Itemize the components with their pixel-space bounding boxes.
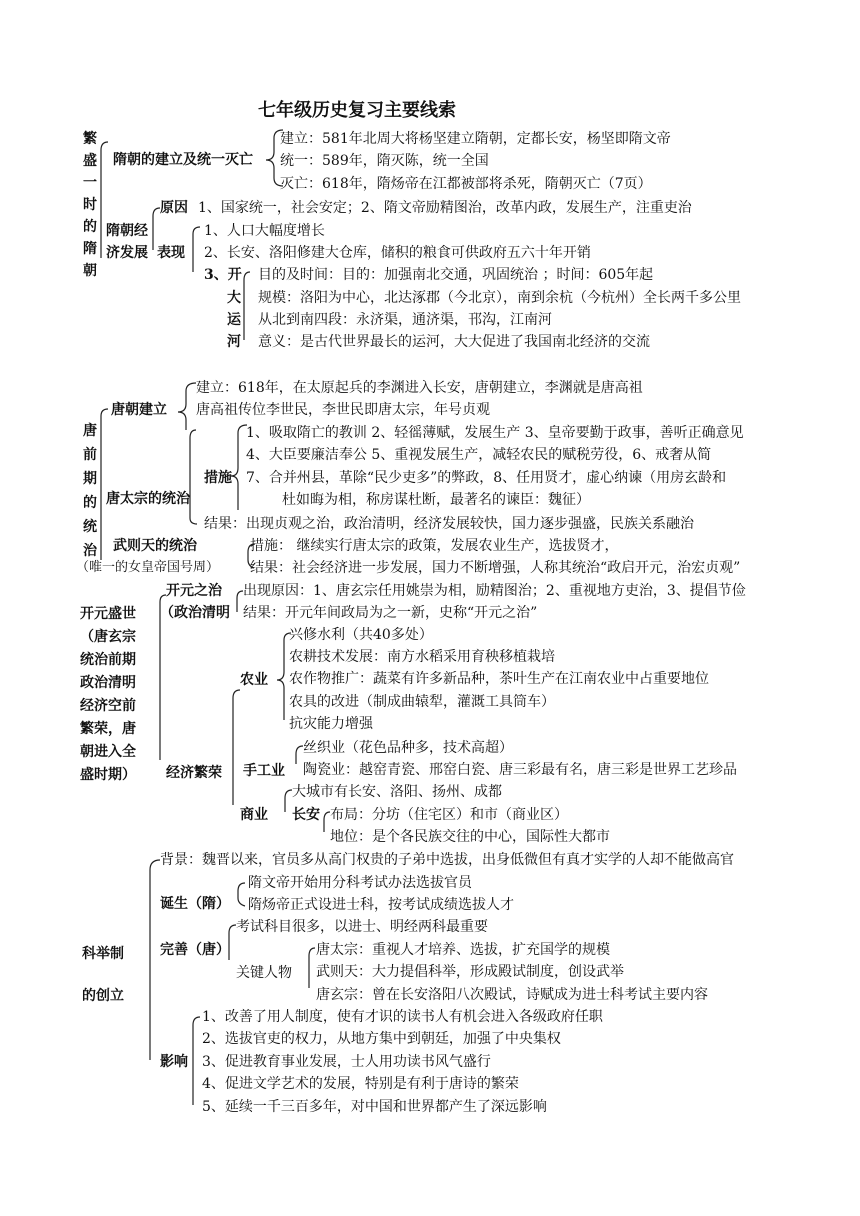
- side-char: 统: [83, 519, 97, 535]
- text-line: 灭亡：618年，隋炀帝在江都被部将杀死，隋朝灭亡（7页）: [280, 176, 652, 192]
- topic-kaiyuan: 开元之治: [166, 583, 222, 599]
- text-line: 1、改善了用人制度，使有才识的读书人有机会进入各级政府任职: [202, 1009, 603, 1025]
- text-line: 建立：581年北周大将杨坚建立隋朝，定都长安，杨坚即隋文帝: [280, 131, 671, 147]
- topic-sui-economy: 隋朝经: [106, 223, 148, 239]
- text-line: 考试科目很多，以进士、明经两科最重要: [236, 919, 488, 935]
- text-line: 1、吸取隋亡的教训 2、轻徭薄赋，发展生产 3、皇帝要勤于政事，善听正确意见: [246, 425, 744, 441]
- text-line: 3、促进教育事业发展，士人用功读书风气盛行: [202, 1054, 491, 1070]
- label-agri: 农业: [240, 672, 268, 688]
- side-line: 的创立: [82, 988, 124, 1004]
- canal-char: 运: [227, 312, 241, 328]
- topic-sui-economy: 济发展: [106, 245, 148, 261]
- text-line: 兴修水利（共40多处）: [289, 627, 433, 643]
- text-line: 杜如晦为相，称房谋杜断，最著名的谏臣：魏征）: [282, 492, 590, 508]
- text-line: 1、国家统一，社会安定；2、隋文帝励精图治，改革内政，发展生产，注重吏治: [198, 200, 692, 216]
- side-line: 统治前期: [80, 652, 136, 668]
- text-line: 结果：出现贞观之治，政治清明，经济发展较快，国力逐步强盛，民族关系融治: [204, 516, 694, 532]
- text-line: 丝织业（花色品种多，技术高超）: [303, 740, 513, 756]
- label-birth: 诞生（隋）: [160, 896, 230, 912]
- label-perfect: 完善（唐）: [160, 942, 230, 958]
- label-key-people: 关键人物: [236, 965, 292, 981]
- text-line: 从北到南四段：永济渠，通济渠，邗沟，江南河: [258, 312, 552, 328]
- side-char: 期: [83, 471, 97, 487]
- side-char: 隋: [83, 241, 97, 257]
- text-line: 唐高祖传位李世民，李世民即唐太宗，年号贞观: [196, 402, 490, 418]
- side-char: 前: [83, 447, 97, 463]
- text-line: 唐太宗：重视人才培养、选拔，扩充国学的规模: [316, 942, 610, 958]
- side-line: 朝进入全: [80, 744, 136, 760]
- label-cause: 原因: [160, 200, 188, 216]
- label-commerce: 商业: [240, 807, 268, 823]
- topic-economy: 经济繁荣: [166, 765, 222, 781]
- text-line: 农作物推广：蔬菜有许多新品种，茶叶生产在江南农业中占重要地位: [289, 671, 709, 687]
- side-char: 唐: [83, 423, 97, 439]
- text-line: 隋炀帝正式设进士科，按考试成绩选拔人才: [248, 897, 514, 913]
- topic-taizong: 唐太宗的统治: [106, 491, 190, 507]
- side-char: 治: [83, 543, 97, 559]
- text-line: 建立：618年，在太原起兵的李渊进入长安，唐朝建立，李渊就是唐高祖: [196, 380, 643, 396]
- text-line: 1、人口大幅度增长: [204, 223, 325, 239]
- text-line: 唐玄宗：曾在长安洛阳八次殿试，诗赋成为进士科考试主要内容: [316, 987, 708, 1003]
- label-craft: 手工业: [243, 763, 285, 779]
- side-line: 政治清明: [80, 675, 136, 691]
- topic-sui-founding: 隋朝的建立及统一灭亡: [113, 152, 253, 168]
- text-line: 措施： 继续实行唐太宗的政策，发展农业生产，选拔贤才，: [250, 538, 619, 554]
- side-line: （唐玄宗: [80, 629, 136, 645]
- text-line: 结果：社会经济进一步发展，国力不断增强，人称其统治“政启开元，治宏贞观”: [250, 560, 741, 576]
- side-line: 科举制: [82, 946, 124, 962]
- text-line: 7、合并州县，革除“民少吏多”的弊政，8、任用贤才，虚心纳谏（用房玄龄和: [246, 470, 727, 486]
- text-line: 背景：魏晋以来，官员多从高门权贵的子弟中选拔，出身低微但有真才实学的人却不能做高官: [160, 852, 734, 868]
- label-impact: 影响: [160, 1054, 188, 1070]
- side-char: 朝: [83, 263, 97, 279]
- side-line: 盛时期）: [80, 767, 136, 783]
- text-line: 隋文帝开始用分科考试办法选拔官员: [248, 875, 472, 891]
- text-line: 陶瓷业：越窑青瓷、邢窑白瓷、唐三彩最有名，唐三彩是世界工艺珍品: [303, 762, 737, 778]
- side-line: 繁荣，唐: [80, 721, 136, 737]
- text-line: 意义：是古代世界最长的运河，大大促进了我国南北经济的交流: [258, 334, 650, 350]
- topic-tang-founding: 唐朝建立: [111, 402, 167, 418]
- side-line: 开元盛世: [80, 606, 136, 622]
- text-line: 3、开: [204, 267, 242, 283]
- text-line: 目的及时间：目的：加强南北交通，巩固统治 ；时间：605年起: [258, 267, 654, 283]
- text-line: 结果：开元年间政局为之一新，史称“开元之治”: [243, 605, 538, 621]
- text-line: 统一：589年，隋灭陈，统一全国: [280, 153, 489, 169]
- text-line: 4、促进文学艺术的发展，特别是有利于唐诗的繁荣: [202, 1076, 519, 1092]
- text-line: 武则天：大力提倡科举，形成殿试制度，创设武举: [316, 964, 624, 980]
- side-char: 盛: [83, 153, 97, 169]
- topic-wuzetian: 武则天的统治: [113, 538, 197, 554]
- text-line: 2、选拔官吏的权力，从地方集中到朝廷，加强了中央集权: [202, 1031, 561, 1047]
- side-char: 一: [83, 175, 97, 191]
- topic-kaiyuan: （政治清明: [160, 605, 230, 621]
- page-title: 七年级历史复习主要线索: [258, 100, 456, 121]
- text-line: 地位：是个各民族交往的中心，国际性大都市: [330, 829, 610, 845]
- text-line: 出现原因：1、唐玄宗任用姚崇为相，励精图治；2、重视地方吏治，3、提倡节俭: [243, 583, 746, 599]
- text-line: 5、延续一千三百多年，对中国和世界都产生了深远影响: [202, 1099, 547, 1115]
- text-line: 农耕技术发展：南方水稻采用育秧移植栽培: [289, 649, 555, 665]
- text-line: 4、大臣要廉洁奉公 5、重视发展生产，减轻农民的赋税劳役，6、戒奢从简: [246, 447, 712, 463]
- canal-char: 河: [227, 334, 241, 350]
- label-changan: 长安: [292, 807, 320, 823]
- side-char: 繁: [83, 131, 97, 147]
- text-line: 农具的改进（制成曲辕犁，灌溉工具筒车）: [289, 694, 555, 710]
- side-line: 经济空前: [80, 698, 136, 714]
- canal-char: 大: [227, 290, 241, 306]
- side-char: 的: [83, 219, 97, 235]
- side-char: 的: [83, 495, 97, 511]
- side-char: 时: [83, 197, 97, 213]
- text-line: 布局：分坊（住宅区）和市（商业区）: [330, 807, 568, 823]
- label-show: 表现: [157, 245, 185, 261]
- text-line: 2、长安、洛阳修建大仓库，储积的粮食可供政府五六十年开销: [204, 245, 591, 261]
- text-line: 大城市有长安、洛阳、扬州、成都: [292, 784, 502, 800]
- text-line: 抗灾能力增强: [289, 716, 373, 732]
- label-measure: 措施: [204, 470, 232, 486]
- note-zhou: （唯一的女皇帝国号周）: [76, 560, 220, 575]
- text-line: 规模：洛阳为中心，北达涿郡（今北京），南到余杭（今杭州）全长两千多公里: [258, 290, 741, 306]
